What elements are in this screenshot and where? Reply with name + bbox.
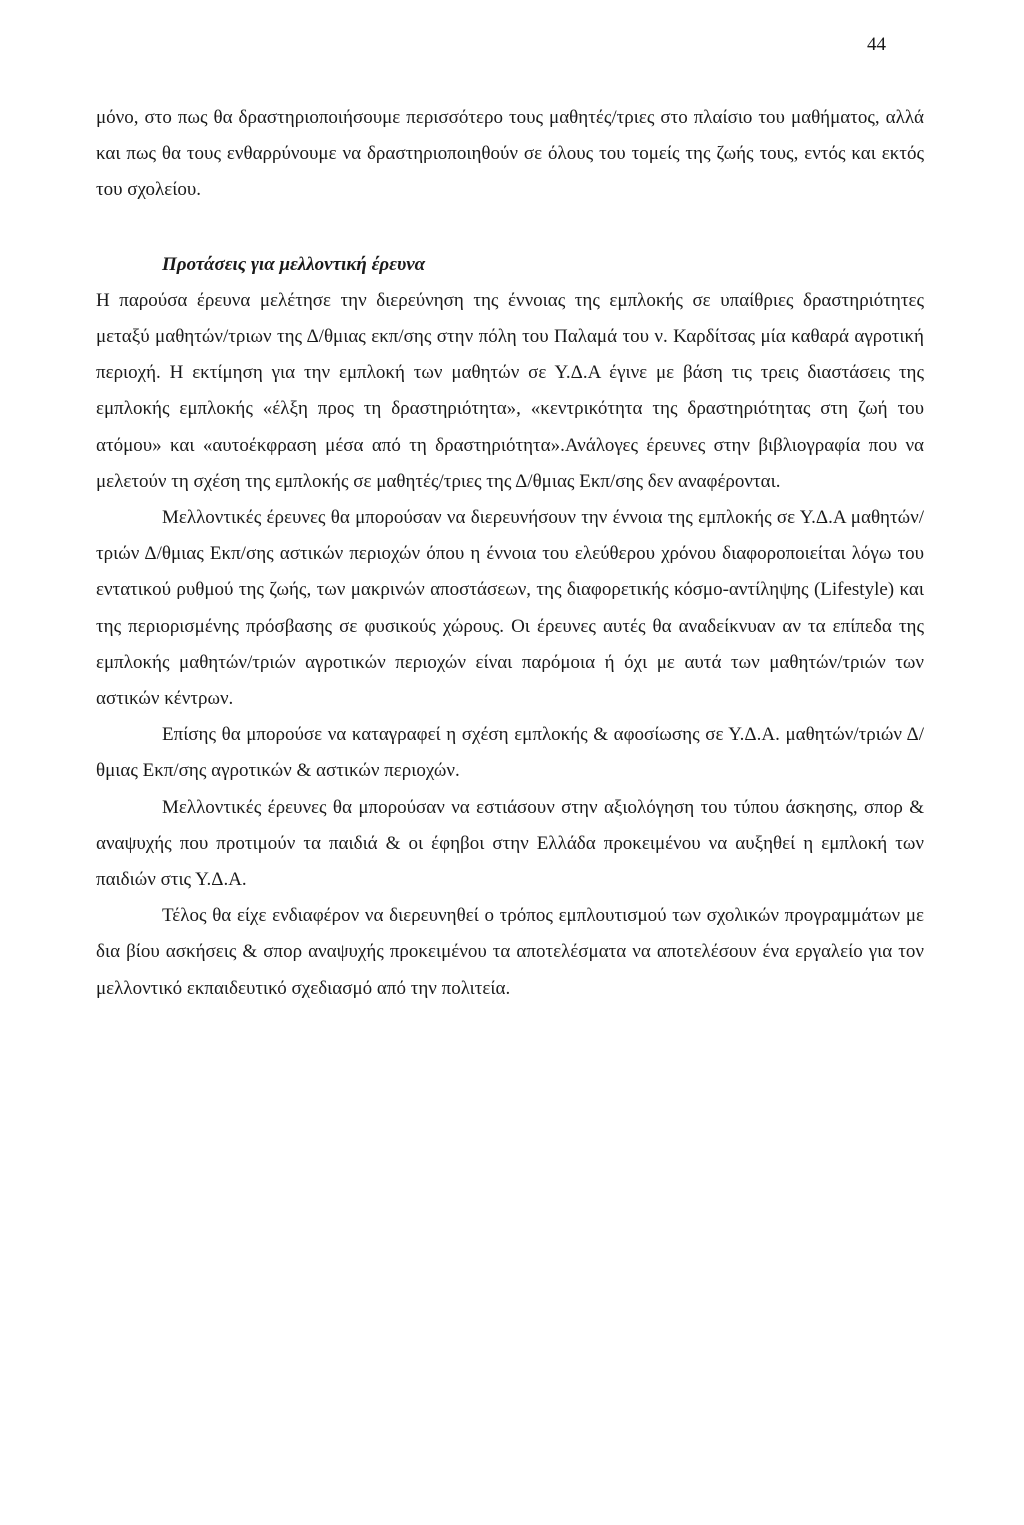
paragraph-current-study: Η παρούσα έρευνα μελέτησε την διερεύνηση της έννοιας της εμπλοκής σε υπαίθριες δραστηριότητες μεταξύ μαθητών/τριων της Δ/θμιας εκπ/σης στην πόλη του Παλαμά του ν. Καρδίτσας μία καθαρά αγροτική περιοχή. Η εκτίμηση για την εμπλοκή των μαθητών σε Υ.Δ.Α έγινε με βάση τις τρεις διαστάσεις της εμπλοκής εμπλοκής «έλξη προς τη δραστηριότητα», «κεντρικότητα της δραστηριότητας στη ζωή του ατόμου» και «αυτοέκφραση μέσα από τη δραστηριότητα».Ανάλογες έρευνες στην βιβλιογραφία που να μελετούν τη σχέση της εμπλοκής σε μαθητές/τριες της Δ/θμιας Εκπ/σης δεν αναφέρονται. [96, 289, 924, 492]
paragraph-school-programs: Τέλος θα είχε ενδιαφέρον να διερευνηθεί ο τρόπος εμπλουτισμού των σχολικών προγραμμάτων με δια βίου ασκήσεις & σπορ αναψυχής προκειμένου τα αποτελέσματα να αποτελέσουν ένα εργαλείο για τον μελλοντικό εκπαιδευτικό σχεδιασμό από την πολιτεία. [96, 905, 924, 999]
section-heading: Προτάσεις για μελλοντική έρευνα [162, 253, 426, 275]
document-body [96, 100, 924, 1007]
paragraph-engagement-commitment: Επίσης θα μπορούσε να καταγραφεί η σχέση εμπλοκής & αφοσίωσης σε Υ.Δ.Α. μαθητών/τριών Δ/θμιας Εκπ/σης αγροτικών & αστικών περιοχών. [96, 724, 924, 782]
paragraph-urban-research: Μελλοντικές έρευνες θα μπορούσαν να διερευνήσουν την έννοια της εμπλοκής σε Υ.Δ.Α μαθητών/τριών Δ/θμιας Εκπ/σης αστικών περιοχών όπου η έννοια του ελεύθερου χρόνου διαφοροποιείται λόγω του εντατικού ρυθμού της ζωής, των μακρινών αποστάσεων, της διαφορετικής κόσμο-αντίληψης (Lifestyle) και της περιορισμένης πρόσβασης σε φυσικούς χώρους. Οι έρευνες αυτές θα αναδείκνυαν αν τα επίπεδα της εμπλοκής μαθητών/τριών αγροτικών περιοχών είναι παρόμοια ή όχι με αυτά των μαθητών/τριών των αστικών κέντρων. [96, 507, 924, 710]
paragraph-exercise-types: Μελλοντικές έρευνες θα μπορούσαν να εστιάσουν στην αξιολόγηση του τύπου άσκησης, σπορ & αναψυχής που προτιμούν τα παιδιά & οι έφηβοι στην Ελλάδα προκειμένου να αυξηθεί η εμπλοκή των παιδιών στις Υ.Δ.Α. [96, 796, 924, 891]
page-number: 44 [867, 34, 886, 55]
intro-paragraph: μόνο, στο πως θα δραστηριοποιήσουμε περισσότερο τους μαθητές/τριες στο πλαίσιο του μαθήματος, αλλά και πως θα τους ενθαρρύνουμε να δραστηριοποιηθούν σε όλους του τομείς της ζωής τους, εντός και εκτός του σχολείου. [96, 107, 924, 201]
